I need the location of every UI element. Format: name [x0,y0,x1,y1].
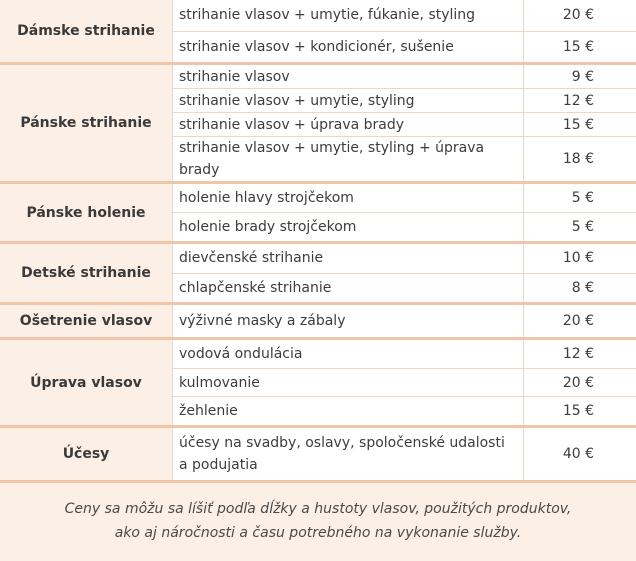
table-row [172,244,636,273]
service-list [172,340,636,425]
service-name: žehlenie [172,397,523,425]
table-row [172,340,636,368]
service-price: 12 € [523,340,636,368]
service-price: 20 € [523,305,636,337]
category-label: Pánske strihanie [0,65,172,181]
disclaimer-line: Ceny sa môžu sa líšiť podľa dĺžky a hustoty vlasov, použitých produktov, [64,501,572,517]
group-osetrenie-vlasov [0,302,636,337]
table-row [172,0,636,31]
service-name: holenie hlavy strojčekom [172,184,523,212]
service-list [172,244,636,302]
service-price: 20 € [523,369,636,397]
disclaimer-line: ako aj náročnosti a času potrebného na vykonanie služby. [114,525,522,541]
table-row [172,88,636,112]
group-panske-strihanie [0,62,636,181]
table-row [172,428,636,480]
table-row [172,305,636,337]
service-name: strihanie vlasov + kondicionér, sušenie [172,32,523,63]
category-label: Detské strihanie [0,244,172,302]
group-damske-strihanie [0,0,636,62]
service-name: chlapčenské strihanie [172,274,523,303]
category-label: Dámske strihanie [0,0,172,62]
group-detske-strihanie [0,241,636,302]
service-name: holenie brady strojčekom [172,213,523,241]
service-price: 18 € [523,137,636,181]
service-list [172,184,636,241]
service-price: 5 € [523,184,636,212]
service-name: strihanie vlasov [172,65,523,88]
group-ucesy [0,425,636,480]
table-row [172,368,636,397]
service-price: 8 € [523,274,636,303]
service-price: 20 € [523,0,636,31]
service-name: výživné masky a zábaly [172,305,523,337]
service-name: vodová ondulácia [172,340,523,368]
service-name: kulmovanie [172,369,523,397]
price-disclaimer [0,480,636,561]
service-price: 15 € [523,397,636,425]
group-panske-holenie [0,181,636,241]
service-list [172,65,636,181]
service-price: 15 € [523,113,636,136]
group-uprava-vlasov [0,337,636,425]
service-name: strihanie vlasov + umytie, fúkanie, styling [172,0,523,31]
service-list [172,0,636,62]
category-label: Pánske holenie [0,184,172,241]
service-price: 10 € [523,244,636,273]
service-price: 15 € [523,32,636,63]
table-row [172,136,636,181]
service-price: 12 € [523,89,636,112]
service-price: 5 € [523,213,636,241]
table-row [172,65,636,88]
service-price: 9 € [523,65,636,88]
table-row [172,184,636,212]
category-label: Úprava vlasov [0,340,172,425]
service-list [172,305,636,337]
service-price: 40 € [523,428,636,480]
service-name: dievčenské strihanie [172,244,523,273]
table-row [172,31,636,63]
category-label: Účesy [0,428,172,480]
service-list [172,428,636,480]
table-row [172,273,636,303]
service-name: strihanie vlasov + umytie, styling + úprava brady [172,137,523,181]
table-row [172,396,636,425]
table-row [172,212,636,241]
table-row [172,112,636,136]
service-name: strihanie vlasov + úprava brady [172,113,523,136]
service-name: strihanie vlasov + umytie, styling [172,89,523,112]
service-name: účesy na svadby, oslavy, spoločenské udalosti a podujatia [172,428,523,480]
category-label: Ošetrenie vlasov [0,305,172,337]
